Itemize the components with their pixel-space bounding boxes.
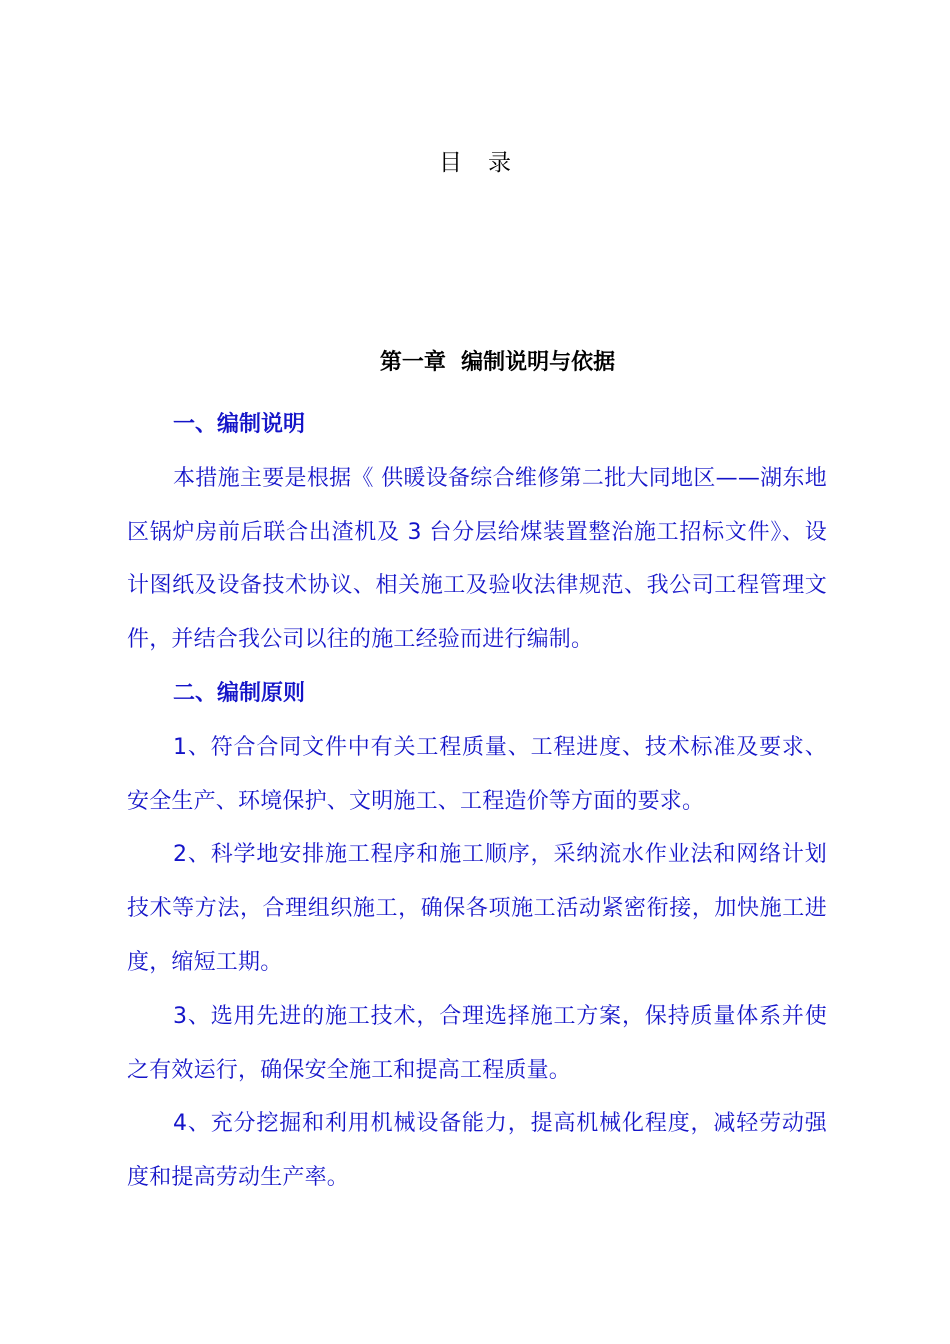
principle-3: 3、选用先进的施工技术，合理选择施工方案，保持质量体系并使之有效运行，确保安全施工和提高工程质量。 xyxy=(127,1003,827,1083)
section-heading-explanation: 一、编制说明 xyxy=(173,412,306,437)
toc-title: 目录 xyxy=(439,150,537,176)
principle-1: 1、符合合同文件中有关工程质量、工程进度、技术标准及要求、安全生产、环境保护、文明施工、工程造价等方面的要求。 xyxy=(127,734,827,814)
principle-4: 4、充分挖掘和利用机械设备能力，提高机械化程度，减轻劳动强度和提高劳动生产率。 xyxy=(127,1111,827,1191)
section-heading-principles: 二、编制原则 xyxy=(173,680,306,706)
paragraph-basis: 本措施主要是根据《 供暖设备综合维修第二批大同地区——湖东地区锅炉房前后联合出渣机及 3 台分层给煤装置整治施工招标文件》、设计图纸及设备技术协议、相关施工及验收法律规范、我公司工程管理文件，并结合我公司以往的施工经验而进行编制。 xyxy=(127,465,827,653)
principle-2: 2、科学地安排施工程序和施工顺序，采纳流水作业法和网络计划技术等方法，合理组织施工，确保各项施工活动紧密衔接，加快施工进度，缩短工期。 xyxy=(127,842,827,975)
chapter-title: 第一章 编制说明与依据 xyxy=(379,350,616,375)
document-body xyxy=(127,398,827,1205)
